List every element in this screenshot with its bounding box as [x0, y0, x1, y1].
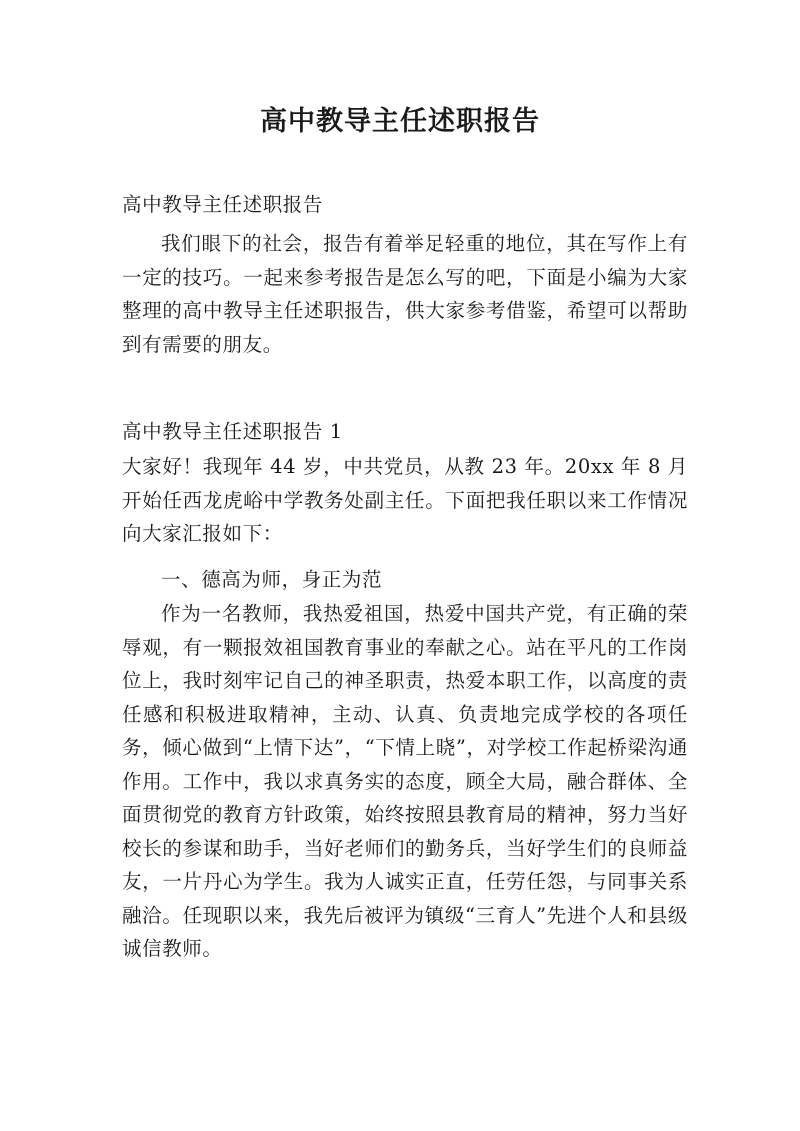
document-subtitle: 高中教导主任述职报告	[122, 193, 324, 216]
page-title: 高中教导主任述职报告	[260, 106, 540, 137]
point-body-paragraph: 作为一名教师，我热爱祖国，热爱中国共产党，有正确的荣辱观，有一颗报效祖国教育事业的奉献之心。站在平凡的工作岗位上，我时刻牢记自己的神圣职责，热爱本职工作，以高度的责任感和积极进取精神，主动、认真、负责地完成学校的各项任务，倾心做到“上情下达”，“下情上晓”，对学校工作起桥梁沟通作用。工作中，我以求真务实的态度，顾全大局，融合群体、全面贯彻党的教育方针政策，始终按照县教育局的精神，努力当好校长的参谋和助手，当好老师们的勤务兵，当好学生们的良师益友，一片丹心为学生。我为人诚实正直，任劳任怨，与同事关系融洽。任现职以来，我先后被评为镇级“三育人”先进个人和县级诚信教师。	[122, 602, 688, 960]
intro-paragraph: 我们眼下的社会，报告有着举足轻重的地位，其在写作上有一定的技巧。一起来参考报告是怎么写的吧，下面是小编为大家整理的高中教导主任述职报告，供大家参考借鉴，希望可以帮助到有需要的朋友。	[122, 232, 688, 356]
point-heading: 一、德高为师，身正为范	[161, 568, 383, 591]
section-heading: 高中教导主任述职报告 1	[122, 420, 343, 443]
greeting-paragraph: 大家好！我现年 44 岁，中共党员，从教 23 年。20xx 年 8 月开始任西龙虎峪中学教务处副主任。下面把我任职以来工作情况向大家汇报如下：	[122, 455, 688, 545]
